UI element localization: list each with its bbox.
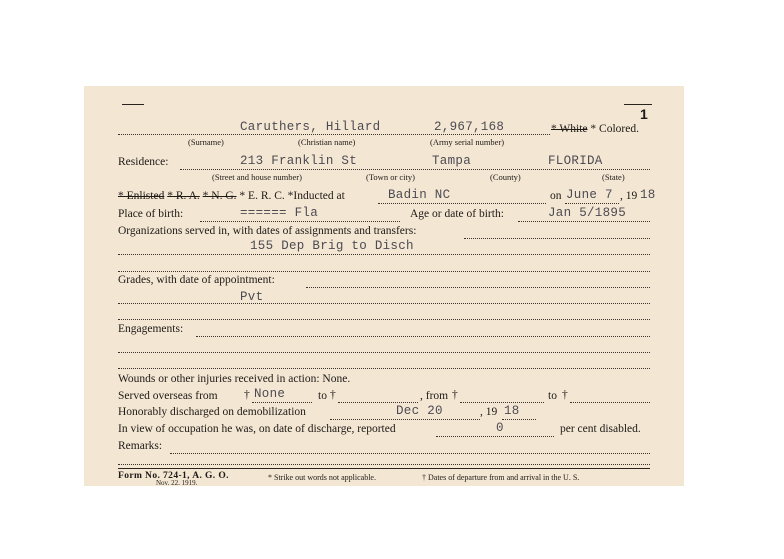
overseas-dagger-4: †: [562, 389, 568, 401]
overseas-to-label: to: [318, 390, 327, 402]
race-options: [551, 123, 639, 135]
age-label: Age or date of birth:: [410, 208, 504, 220]
top-left-rule: [122, 104, 144, 105]
discharge-year-prefix: , 19: [480, 406, 498, 418]
organizations-line-2: [118, 254, 650, 255]
caption-serial-number: (Army serial number): [430, 137, 505, 147]
grades-value: Pvt: [240, 290, 264, 304]
footer-rule: [118, 468, 650, 469]
induction-date-line: [565, 203, 619, 204]
serial-number-value: 2,967,168: [434, 120, 505, 134]
overseas-label: Served overseas from: [118, 390, 218, 402]
ra-option: * R. A.: [167, 190, 200, 202]
overseas-to2-label: to: [548, 390, 557, 402]
inducted-place-value: Badin NC: [388, 188, 451, 202]
overseas-dagger-3: †: [452, 389, 458, 401]
occupation-label: In view of occupation he was, on date of discharge, reported: [118, 423, 396, 435]
organizations-value: 155 Dep Brig to Disch: [250, 239, 414, 253]
ng-option: * N. G.: [202, 190, 237, 202]
caption-surname: (Surname): [188, 137, 224, 147]
overseas-to2-line: [570, 402, 650, 403]
overseas-dagger-1: †: [244, 389, 250, 401]
enlisted-option: * Enlisted: [118, 190, 165, 202]
service-record-card: [84, 86, 684, 486]
caption-state: (State): [602, 172, 625, 182]
caption-county: (County): [490, 172, 521, 182]
organizations-line-3: [118, 271, 650, 272]
induction-year-prefix: , 19: [620, 190, 638, 202]
top-right-rule: [624, 104, 652, 105]
grades-label: Grades, with date of appointment:: [118, 274, 275, 286]
overseas-to-line: [338, 402, 418, 403]
discharge-year-line: [502, 419, 536, 420]
caption-christian-name: (Christian name): [298, 137, 356, 147]
inducted-line: [378, 203, 546, 204]
age-value: Jan 5/1895: [548, 206, 627, 220]
discharge-label: Honorably discharged on demobilization: [118, 406, 306, 418]
remarks-line-2: [118, 464, 650, 465]
wounds-label: Wounds or other injuries received in action: None.: [118, 373, 351, 385]
grades-line-2: [118, 303, 650, 304]
remarks-label: Remarks:: [118, 440, 163, 452]
form-number: Form No. 724-1, A. G. O.: [118, 471, 229, 481]
residence-line: [180, 169, 650, 170]
induction-date-value: June 7: [566, 188, 613, 202]
overseas-from2-line: [460, 402, 544, 403]
overseas-dagger-2: †: [330, 389, 336, 401]
place-of-birth-label: Place of birth:: [118, 208, 184, 220]
footer-note-dates: † Dates of departure from and arrival in the U. S.: [422, 473, 580, 482]
service-type-options: [118, 190, 345, 202]
place-of-birth-line: [200, 221, 400, 222]
surname-christian-name-value: Caruthers, Hillard: [240, 120, 381, 134]
age-line: [518, 221, 650, 222]
residence-state-value: FLORIDA: [548, 154, 603, 168]
grades-line-1: [306, 287, 650, 288]
residence-street-value: 213 Franklin St: [240, 154, 358, 168]
form-date: Nov. 22, 1919.: [156, 480, 198, 485]
engagements-line-1: [196, 336, 650, 337]
organizations-line-1: [464, 238, 650, 239]
engagements-line-2: [118, 352, 650, 353]
organizations-label: Organizations served in, with dates of assignments and transfers:: [118, 225, 417, 237]
race-colored-option: * Colored.: [590, 123, 639, 135]
caption-town: (Town or city): [366, 172, 415, 182]
overseas-from2-label: , from: [420, 390, 449, 402]
discharge-date-value: Dec 20: [396, 404, 443, 418]
occupation-value: 0: [496, 421, 504, 435]
engagements-label: Engagements:: [118, 323, 184, 335]
erc-option: * E. R. C.: [239, 190, 285, 202]
occupation-line: [436, 436, 554, 437]
occupation-suffix: per cent disabled.: [560, 423, 641, 435]
race-white-option: * White: [551, 123, 588, 135]
residence-label: Residence:: [118, 156, 169, 168]
residence-town-value: Tampa: [432, 154, 472, 168]
grades-line-3: [118, 319, 650, 320]
overseas-from-value: None: [254, 387, 286, 401]
inducted-label: *Inducted at: [287, 190, 345, 202]
on-label: on: [550, 190, 562, 202]
place-of-birth-value: ====== Fla: [240, 206, 319, 220]
card-number: 1: [640, 106, 648, 122]
engagements-line-3: [118, 368, 650, 369]
discharge-year-value: 18: [504, 404, 520, 418]
discharge-date-line: [330, 419, 480, 420]
caption-street: (Street and house number): [212, 172, 302, 182]
remarks-line-1: [170, 453, 650, 454]
footer-note-strike: * Strike out words not applicable.: [268, 473, 376, 482]
induction-year-value: 18: [640, 188, 656, 202]
overseas-from-line: [252, 402, 312, 403]
name-line: [118, 134, 550, 135]
